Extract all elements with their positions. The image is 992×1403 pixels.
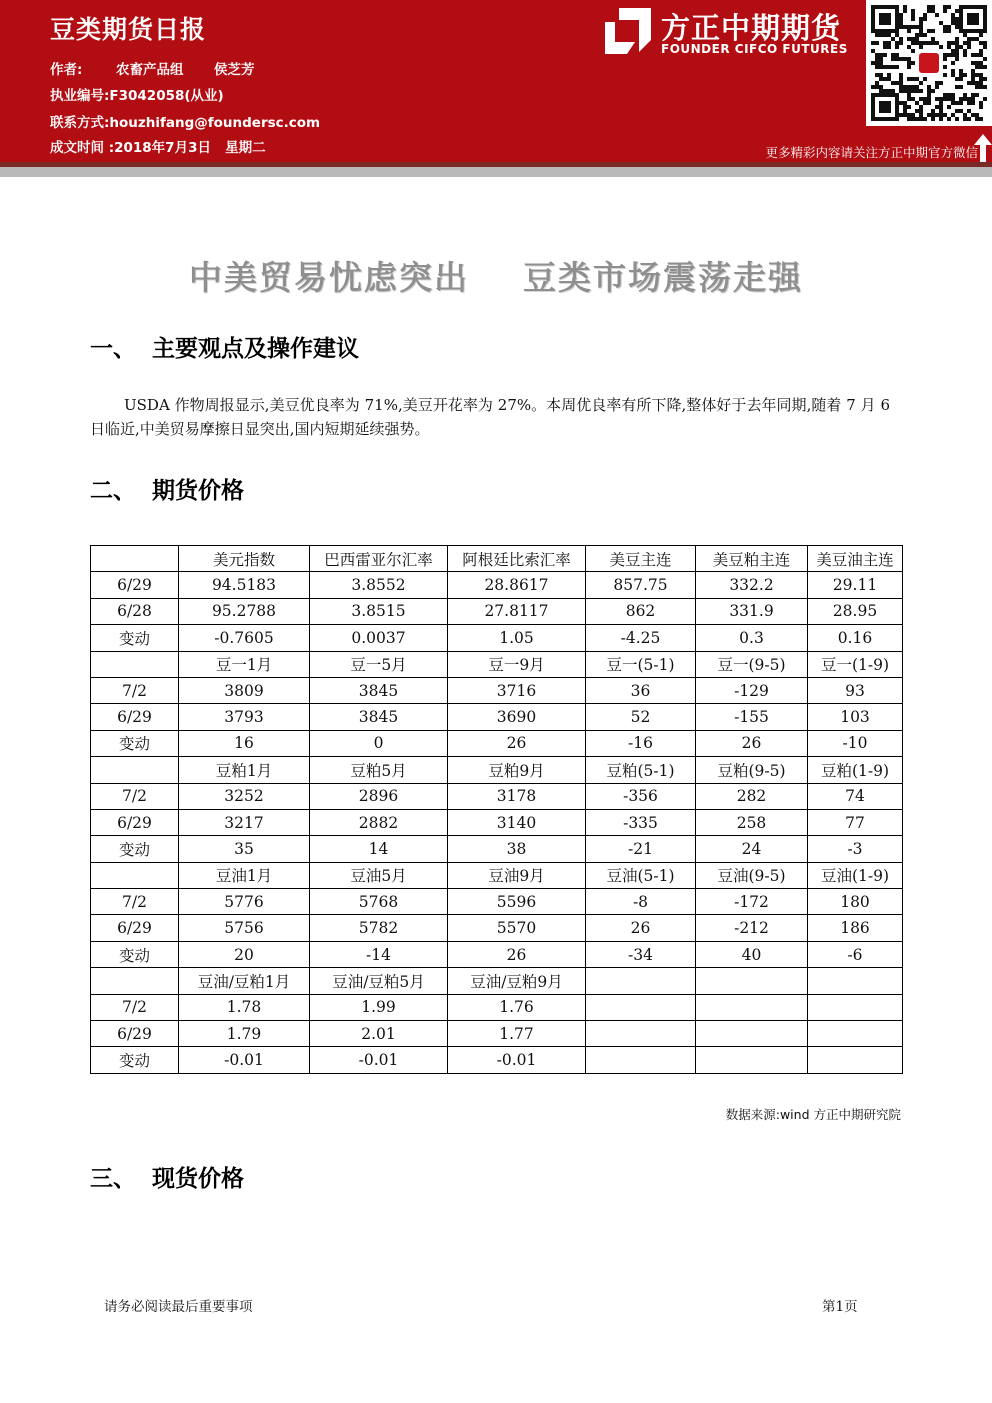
table-cell: 5570 [448, 915, 586, 941]
table-cell: 26 [448, 941, 586, 967]
table-cell: 0.3 [696, 625, 808, 651]
table-row [91, 836, 903, 862]
table-cell: -155 [696, 704, 808, 730]
table-cell: 3690 [448, 704, 586, 730]
table-cell: 1.77 [448, 1021, 586, 1047]
table-cell: 5782 [310, 915, 448, 941]
contact-line [50, 111, 320, 131]
table-cell: 豆一5月 [310, 651, 448, 677]
row-label-cell: 7/2 [91, 783, 179, 809]
table-cell: 857.75 [586, 572, 696, 598]
table-cell: 28.8617 [448, 572, 586, 598]
date-value: :2018年7月3日 [108, 140, 211, 156]
section-heading-spot [90, 1160, 244, 1193]
page-number: 第1页 [822, 1299, 858, 1315]
table-cell: 豆油(9-5) [696, 862, 808, 888]
table-cell: 3809 [179, 677, 310, 703]
table-cell: 26 [448, 730, 586, 756]
section-number: 一、 [90, 336, 136, 362]
row-label-cell [91, 862, 179, 888]
table-cell: 阿根廷比索汇率 [448, 546, 586, 572]
table-cell: -356 [586, 783, 696, 809]
table-cell: 豆粕(9-5) [696, 757, 808, 783]
table-cell: 5776 [179, 889, 310, 915]
license-value: F3042058(从业) [109, 88, 224, 104]
founder-logo-icon [605, 8, 651, 54]
footer-disclaimer-notice: 请务必阅读最后重要事项 [104, 1299, 253, 1315]
table-cell: -129 [696, 677, 808, 703]
company-name-en: FOUNDER CIFCO FUTURES [661, 42, 848, 56]
author-line [50, 58, 255, 78]
summary-paragraph: USDA 作物周报显示,美豆优良率为 71%,美豆开花率为 27%。本周优良率有所下降,整体好于去年同期,随着 7 月 6 日临近,中美贸易摩擦日显突出,国内短期延续强势。 [90, 396, 890, 438]
row-label-cell [91, 546, 179, 572]
table-cell: 豆粕1月 [179, 757, 310, 783]
table-cell: 巴西雷亚尔汇率 [310, 546, 448, 572]
row-label-cell: 6/29 [91, 704, 179, 730]
company-logo [605, 8, 860, 58]
table-cell: 77 [808, 809, 903, 835]
table-cell: 0.16 [808, 625, 903, 651]
contact-email-link[interactable]: houzhifang@foundersc.com [109, 115, 321, 131]
section-heading-viewpoints [90, 330, 359, 363]
table-row [91, 968, 903, 994]
table-cell: 24 [696, 836, 808, 862]
author-name: 侯芝芳 [214, 62, 255, 78]
table-cell: 1.99 [310, 994, 448, 1020]
table-row [91, 941, 903, 967]
row-label-cell: 6/29 [91, 572, 179, 598]
table-cell: 豆油9月 [448, 862, 586, 888]
table-row [91, 704, 903, 730]
table-row [91, 572, 903, 598]
report-headline: 中美贸易忧虑突出 豆类市场震荡走强 [189, 258, 803, 297]
table-cell: 186 [808, 915, 903, 941]
row-label-cell [91, 651, 179, 677]
table-cell: 332.2 [696, 572, 808, 598]
table-cell: 1.76 [448, 994, 586, 1020]
report-type-title: 豆类期货日报 [50, 15, 207, 44]
table-cell: 豆粕5月 [310, 757, 448, 783]
table-cell: -16 [586, 730, 696, 756]
table-row [91, 677, 903, 703]
report-header [0, 0, 992, 162]
table-row [91, 598, 903, 624]
section-title: 期货价格 [152, 478, 244, 504]
table-row [91, 783, 903, 809]
table-cell: 35 [179, 836, 310, 862]
table-cell: 美豆主连 [586, 546, 696, 572]
table-cell: 93 [808, 677, 903, 703]
table-cell: -0.7605 [179, 625, 310, 651]
table-cell: -212 [696, 915, 808, 941]
table-cell: 豆油(1-9) [808, 862, 903, 888]
table-cell: 豆一1月 [179, 651, 310, 677]
table-row [91, 1047, 903, 1073]
table-cell: 2896 [310, 783, 448, 809]
table-cell: 2.01 [310, 1021, 448, 1047]
table-cell: 52 [586, 704, 696, 730]
table-cell: 3793 [179, 704, 310, 730]
table-cell: 20 [179, 941, 310, 967]
table-row [91, 889, 903, 915]
table-cell: 26 [586, 915, 696, 941]
table-cell: -10 [808, 730, 903, 756]
table-cell [696, 1047, 808, 1073]
table-row [91, 730, 903, 756]
header-grey-bar [0, 167, 992, 177]
table-cell: 豆粕9月 [448, 757, 586, 783]
table-cell [696, 968, 808, 994]
section-number: 三、 [90, 1166, 136, 1192]
table-cell: 5768 [310, 889, 448, 915]
table-cell: 862 [586, 598, 696, 624]
table-cell [586, 1047, 696, 1073]
table-cell: 2882 [310, 809, 448, 835]
table-cell: 27.8117 [448, 598, 586, 624]
author-group: 农畜产品组 [116, 62, 184, 78]
table-cell: 豆一(5-1) [586, 651, 696, 677]
table-cell: 豆油/豆粕5月 [310, 968, 448, 994]
table-cell: -8 [586, 889, 696, 915]
row-label-cell: 7/2 [91, 889, 179, 915]
table-cell [808, 1047, 903, 1073]
row-label-cell: 变动 [91, 836, 179, 862]
table-cell: 3252 [179, 783, 310, 809]
table-cell: 28.95 [808, 598, 903, 624]
table-row [91, 915, 903, 941]
table-cell: 豆一(9-5) [696, 651, 808, 677]
table-row [91, 994, 903, 1020]
table-cell: 美豆粕主连 [696, 546, 808, 572]
table-cell [808, 968, 903, 994]
table-row [91, 809, 903, 835]
table-cell [696, 1021, 808, 1047]
table-cell: 豆油/豆粕1月 [179, 968, 310, 994]
row-label-cell: 7/2 [91, 677, 179, 703]
row-label-cell: 变动 [91, 941, 179, 967]
author-label: 作者: [50, 62, 83, 78]
table-cell: 1.78 [179, 994, 310, 1020]
table-cell: -0.01 [179, 1047, 310, 1073]
table-cell: -172 [696, 889, 808, 915]
follow-wechat-text: 更多精彩内容请关注方正中期官方微信 [765, 145, 978, 160]
table-cell: -21 [586, 836, 696, 862]
table-cell [808, 994, 903, 1020]
row-label-cell: 6/29 [91, 1021, 179, 1047]
table-cell: 0.0037 [310, 625, 448, 651]
table-cell: 豆一9月 [448, 651, 586, 677]
license-label: 执业编号: [50, 88, 110, 104]
table-cell [696, 994, 808, 1020]
table-cell: 3.8515 [310, 598, 448, 624]
row-label-cell: 变动 [91, 625, 179, 651]
table-cell [586, 994, 696, 1020]
table-cell [586, 968, 696, 994]
table-cell: 3140 [448, 809, 586, 835]
table-cell: 26 [696, 730, 808, 756]
table-cell: 豆一(1-9) [808, 651, 903, 677]
table-cell: -335 [586, 809, 696, 835]
table-cell: -0.01 [310, 1047, 448, 1073]
table-cell: 38 [448, 836, 586, 862]
row-label-cell [91, 968, 179, 994]
table-cell: 29.11 [808, 572, 903, 598]
table-cell: 3178 [448, 783, 586, 809]
table-cell: 14 [310, 836, 448, 862]
table-cell: 豆油1月 [179, 862, 310, 888]
date-label: 成文时间 [50, 140, 104, 156]
table-cell: -3 [808, 836, 903, 862]
table-cell: 3217 [179, 809, 310, 835]
data-source-note: 数据来源:wind 方正中期研究院 [725, 1107, 901, 1122]
table-cell: 豆油/豆粕9月 [448, 968, 586, 994]
section-title: 主要观点及操作建议 [152, 336, 359, 362]
table-cell [808, 1021, 903, 1047]
table-cell: 1.79 [179, 1021, 310, 1047]
table-row [91, 625, 903, 651]
table-cell: 豆粕(5-1) [586, 757, 696, 783]
table-cell: 豆油(5-1) [586, 862, 696, 888]
table-cell: 36 [586, 677, 696, 703]
table-cell: 103 [808, 704, 903, 730]
table-cell: 5756 [179, 915, 310, 941]
table-cell: -4.25 [586, 625, 696, 651]
table-cell: 3845 [310, 677, 448, 703]
arrow-up-icon [974, 134, 992, 162]
table-cell: 1.05 [448, 625, 586, 651]
company-name-cn: 方正中期期货 [661, 11, 842, 45]
table-row [91, 862, 903, 888]
table-cell: -6 [808, 941, 903, 967]
qr-code-icon [866, 0, 992, 126]
table-cell: 豆油5月 [310, 862, 448, 888]
table-row [91, 757, 903, 783]
row-label-cell: 6/28 [91, 598, 179, 624]
row-label-cell: 6/29 [91, 809, 179, 835]
table-cell: 95.2788 [179, 598, 310, 624]
table-cell: 331.9 [696, 598, 808, 624]
section-heading-futures [90, 472, 244, 505]
table-cell: 3716 [448, 677, 586, 703]
table-cell: 282 [696, 783, 808, 809]
table-cell: 258 [696, 809, 808, 835]
table-row [91, 546, 903, 572]
section-number: 二、 [90, 478, 136, 504]
futures-price-table [90, 545, 903, 1074]
table-cell: -0.01 [448, 1047, 586, 1073]
row-label-cell: 7/2 [91, 994, 179, 1020]
license-line [50, 84, 224, 104]
table-row [91, 1021, 903, 1047]
table-cell: 74 [808, 783, 903, 809]
table-cell: 3845 [310, 704, 448, 730]
table-cell: 16 [179, 730, 310, 756]
table-cell: 180 [808, 889, 903, 915]
table-cell: 美元指数 [179, 546, 310, 572]
table-cell: 3.8552 [310, 572, 448, 598]
table-cell: 5596 [448, 889, 586, 915]
table-cell: 0 [310, 730, 448, 756]
weekday: 星期二 [225, 140, 266, 156]
row-label-cell [91, 757, 179, 783]
table-cell: 美豆油主连 [808, 546, 903, 572]
table-row [91, 651, 903, 677]
table-cell: 94.5183 [179, 572, 310, 598]
table-cell: -14 [310, 941, 448, 967]
table-cell: 40 [696, 941, 808, 967]
row-label-cell: 6/29 [91, 915, 179, 941]
table-cell: -34 [586, 941, 696, 967]
table-cell: 豆粕(1-9) [808, 757, 903, 783]
contact-label: 联系方式: [50, 115, 110, 131]
section-title: 现货价格 [152, 1166, 244, 1192]
row-label-cell: 变动 [91, 1047, 179, 1073]
row-label-cell: 变动 [91, 730, 179, 756]
date-line [50, 136, 266, 156]
table-cell [586, 1021, 696, 1047]
